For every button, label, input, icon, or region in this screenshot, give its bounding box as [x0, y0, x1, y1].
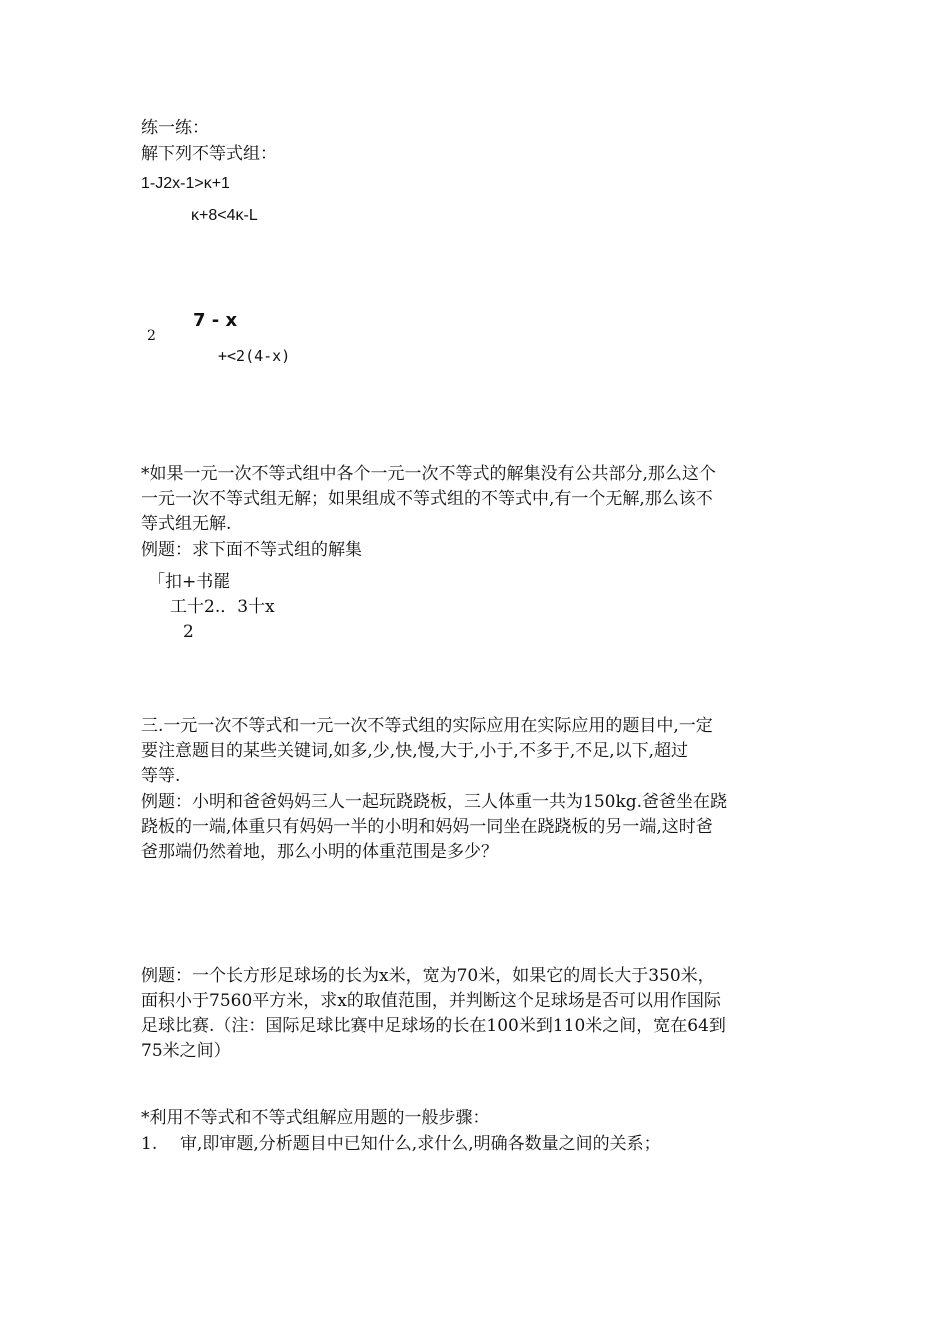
- example-3-line: 75米之间）: [141, 1041, 231, 1061]
- example-2-line: 例题：小明和爸爸妈妈三人一起玩跷跷板，三人体重一共为150kg.爸爸坐在跷: [141, 792, 728, 812]
- steps-title: *利用不等式和不等式组解应用题的一般步骤：: [141, 1108, 490, 1128]
- section-3-paragraph: [141, 714, 821, 789]
- example-3-paragraph: [141, 964, 821, 1064]
- practice-heading: 练一练：: [141, 118, 209, 138]
- inequality-2-index: 2: [147, 328, 156, 344]
- example-2-paragraph: [141, 790, 821, 865]
- inequality-1-line-2: κ+8<4κ-L: [191, 207, 258, 224]
- inequality-1-line-1: 1-J2x-1>κ+1: [141, 175, 230, 192]
- section-3-line: 等等.: [141, 766, 181, 786]
- inequality-2-numerator: 7 - x: [193, 310, 238, 331]
- example-1-line-3: 2: [183, 622, 194, 642]
- practice-instruction: 解下列不等式组：: [141, 144, 277, 164]
- inequality-2-rest: +<2(4-x): [218, 347, 291, 365]
- example-3-line: 足球比赛.（注：国际足球比赛中足球场的长在100米到110米之间，宽在64到: [141, 1016, 726, 1036]
- example-1-title: 例题：求下面不等式组的解集: [141, 540, 362, 560]
- example-2-line: 跷板的一端,体重只有妈妈一半的小明和妈妈一同坐在跷跷板的另一端,这时爸: [141, 817, 713, 837]
- example-1-line-2: 工十2.．3十x: [170, 597, 275, 617]
- note-line: *如果一元一次不等式组中各个一元一次不等式的解集没有公共部分,那么这个: [141, 464, 716, 484]
- step-1-number: 1.: [141, 1134, 158, 1154]
- example-3-line: 面积小于7560平方米，求x的取值范围，并判断这个足球场是否可以用作国际: [141, 991, 721, 1011]
- section-3-line: 三.一元一次不等式和一元一次不等式组的实际应用在实际应用的题目中,一定: [141, 716, 713, 736]
- example-3-line: 例题：一个长方形足球场的长为x米，宽为70米，如果它的周长大于350米，: [141, 966, 715, 986]
- note-line: 一元一次不等式组无解；如果组成不等式组的不等式中,有一个无解,那么该不: [141, 489, 713, 509]
- section-3-line: 要注意题目的某些关键词,如多,少,快,慢,大于,小于,不多于,不足,以下,超过: [141, 741, 689, 761]
- no-solution-note: [141, 462, 821, 537]
- example-2-line: 爸那端仍然着地，那么小明的体重范围是多少？: [141, 842, 498, 862]
- note-line: 等式组无解.: [141, 514, 232, 534]
- example-1-line-1: 「扣+书罷: [148, 572, 231, 592]
- step-1-text: 审,即审题,分析题目中已知什么,求什么,明确各数量之间的关系；: [180, 1134, 661, 1154]
